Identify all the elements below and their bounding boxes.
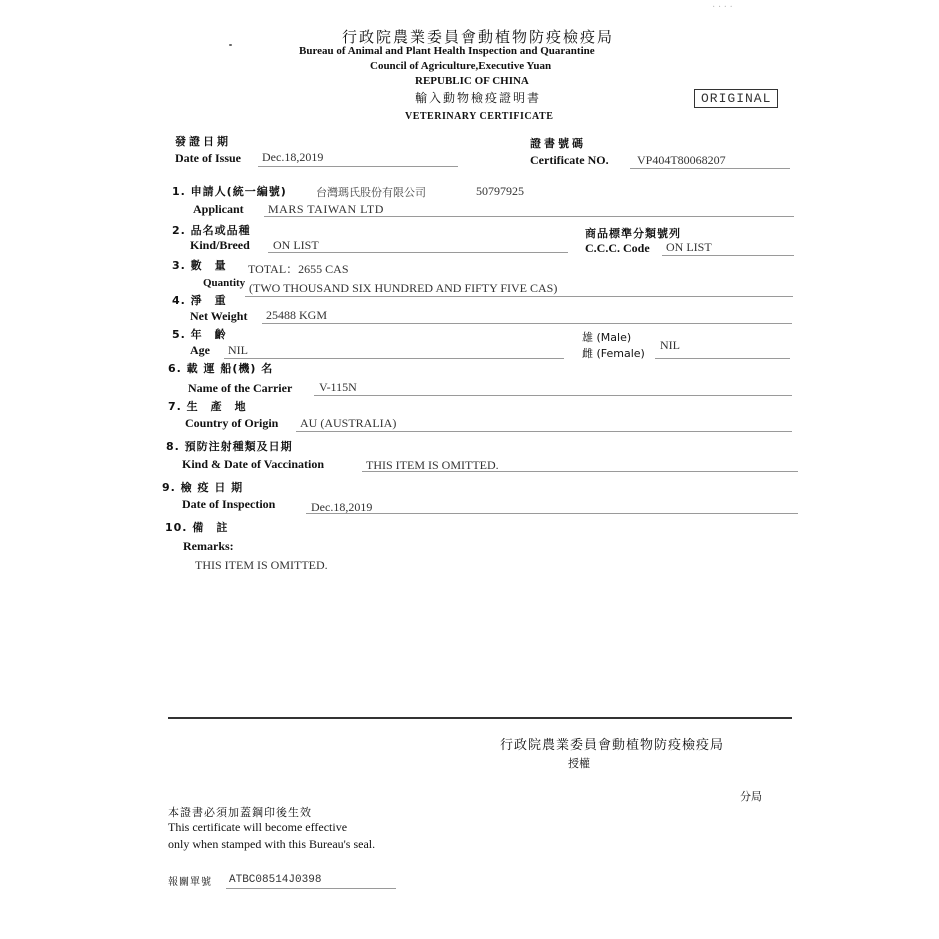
sex-value: NIL: [660, 338, 680, 352]
applicant-value-zh: 台灣瑪氏股份有限公司: [316, 186, 426, 199]
signature-divider: [168, 717, 792, 719]
carrier-value: V-115N: [319, 380, 357, 394]
remarks-label: Remarks:: [183, 539, 234, 553]
quantity-label: Quantity: [203, 277, 246, 289]
ccc-value: ON LIST: [666, 240, 712, 254]
ccc-label-zh: 商品標準分類號列: [585, 227, 681, 240]
issue-date-label: Date of Issue: [175, 151, 241, 165]
net-weight-value: 25488 KGM: [266, 308, 328, 322]
age-value: NIL: [228, 343, 248, 357]
remarks-label-zh: 10. 備 註: [165, 521, 229, 534]
certificate-no-label: Certificate NO.: [530, 153, 609, 167]
remarks-value: THIS ITEM IS OMITTED.: [195, 558, 328, 572]
vaccination-label-zh: 8. 預防注射種類及日期: [166, 440, 293, 453]
inspection-label: Date of Inspection: [182, 497, 276, 511]
applicant-value: MARS TAIWAN LTD: [268, 202, 384, 216]
certificate-title-en: VETERINARY CERTIFICATE: [405, 111, 554, 122]
seal-note-zh: 本證書必須加蓋鋼印後生效: [168, 806, 312, 819]
customs-no-label-zh: 報關單號: [168, 877, 212, 888]
footer-agency-zh: 行政院農業委員會動植物防疫檢疫局: [500, 738, 725, 753]
carrier-label: Name of the Carrier: [188, 381, 293, 395]
agency-title-zh: 行政院農業委員會動植物防疫檢疫局: [342, 28, 615, 46]
quantity-words-value: (TWO THOUSAND SIX HUNDRED AND FIFTY FIVE CAS): [249, 281, 558, 295]
applicant-tax-id: 50797925: [476, 184, 524, 198]
net-weight-label-zh: 4. 淨 重: [172, 294, 227, 307]
scan-speck: [229, 44, 232, 46]
council-title-en: Council of Agriculture,Executive Yuan: [370, 60, 552, 72]
inspection-value: Dec.18,2019: [311, 500, 373, 514]
age-label-zh: 5. 年 齡: [172, 328, 227, 341]
applicant-label-zh: 1. 申請人(統一編號): [172, 185, 287, 198]
issue-date-value: Dec.18,2019: [262, 150, 324, 164]
customs-no-value: ATBC08514J0398: [229, 874, 322, 886]
kind-label: Kind/Breed: [190, 238, 250, 252]
country-title-en: REPUBLIC OF CHINA: [415, 75, 529, 87]
origin-label: Country of Origin: [185, 416, 279, 430]
net-weight-label: Net Weight: [190, 309, 248, 323]
certificate-title-zh: 輸入動物檢疫證明書: [415, 91, 542, 105]
seal-note-en-2: only when stamped with this Bureau's seal.: [168, 837, 376, 851]
inspection-label-zh: 9. 檢 疫 日 期: [162, 481, 244, 494]
ccc-label: C.C.C. Code: [585, 241, 650, 255]
age-label: Age: [190, 343, 210, 357]
certificate-no-label-zh: 證書號碼: [530, 137, 586, 150]
original-stamp: ORIGINAL: [694, 89, 778, 108]
carrier-label-zh: 6. 載 運 船(機) 名: [168, 362, 274, 375]
applicant-label: Applicant: [193, 202, 244, 216]
scan-artifact: · · · ·: [712, 2, 733, 13]
origin-value: AU (AUSTRALIA): [300, 416, 397, 430]
vaccination-value: THIS ITEM IS OMITTED.: [366, 458, 499, 472]
vaccination-label: Kind & Date of Vaccination: [182, 457, 325, 471]
certificate-no-value: VP404T80068207: [637, 153, 726, 167]
bureau-title-en: Bureau of Animal and Plant Health Inspection and Quarantine: [299, 45, 595, 57]
sex-female-label: 雌 (Female): [582, 347, 645, 360]
kind-value: ON LIST: [273, 238, 319, 252]
seal-note-en-1: This certificate will become effective: [168, 820, 348, 834]
quantity-label-zh: 3. 數 量: [172, 259, 227, 272]
footer-authorized-zh: 授權: [568, 757, 590, 770]
quantity-total-value: TOTAL：2655 CAS: [248, 262, 349, 276]
issue-date-label-zh: 發證日期: [175, 135, 231, 148]
origin-label-zh: 7. 生 產 地: [168, 400, 247, 413]
footer-branch-zh: 分局: [740, 790, 762, 803]
sex-male-label: 雄 (Male): [582, 331, 632, 344]
kind-label-zh: 2. 品名或品種: [172, 224, 251, 237]
